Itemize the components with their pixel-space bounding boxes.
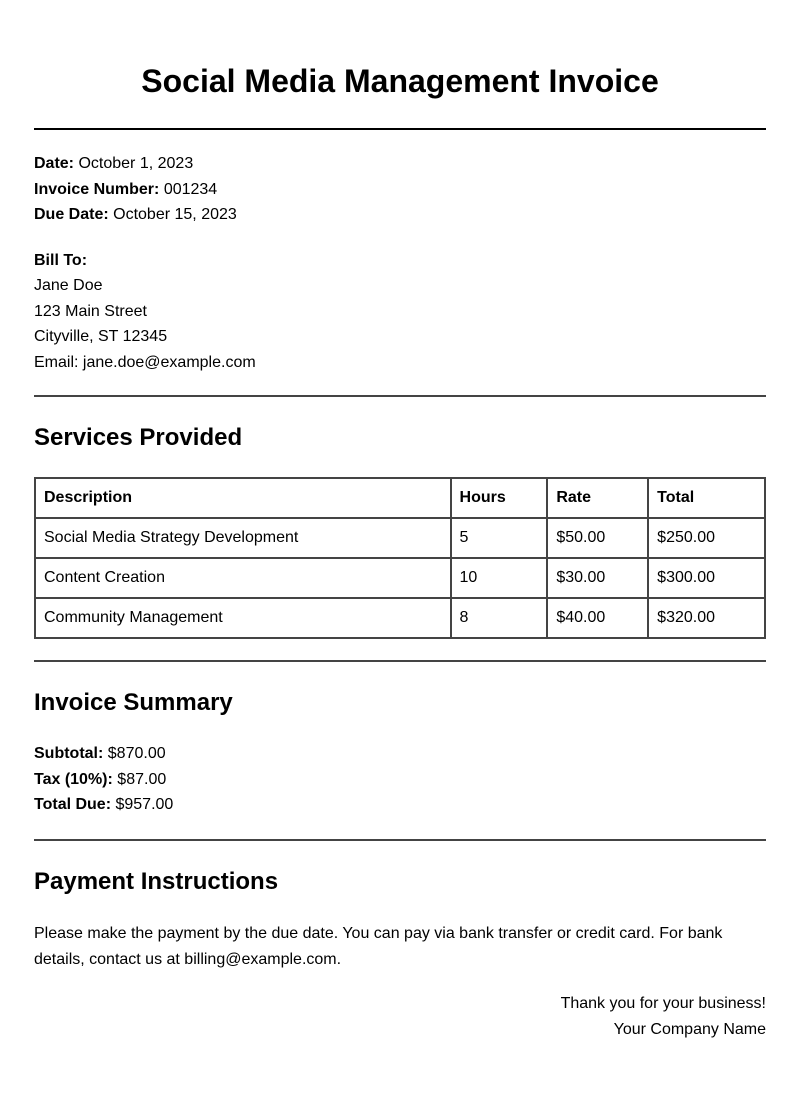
cell-description: Social Media Strategy Development [35, 518, 451, 558]
thank-you-note: Thank you for your business! [560, 994, 766, 1012]
due-date-value: October 15, 2023 [113, 206, 237, 223]
services-table [34, 477, 766, 639]
table-row [35, 598, 765, 638]
footer [34, 991, 766, 1043]
total-due-value: $957.00 [115, 796, 174, 813]
cell-description: Community Management [35, 598, 451, 638]
page-title: Social Media Management Invoice [141, 63, 659, 99]
subtotal-label: Subtotal: [34, 745, 104, 762]
divider-top [34, 128, 766, 130]
cell-hours: 5 [451, 518, 548, 558]
cell-rate: $40.00 [547, 598, 648, 638]
date-label: Date: [34, 155, 75, 172]
divider-payment [34, 839, 766, 841]
tax-line [34, 767, 766, 793]
divider-services [34, 395, 766, 397]
cell-total: $250.00 [648, 518, 765, 558]
column-header-total: Total [648, 478, 765, 518]
bill-to-city: Cityville, ST 12345 [34, 328, 168, 345]
invoice-summary [34, 741, 766, 818]
invoice-page [34, 0, 766, 1043]
cell-total: $300.00 [648, 558, 765, 598]
cell-rate: $50.00 [547, 518, 648, 558]
column-header-description: Description [35, 478, 451, 518]
cell-rate: $30.00 [547, 558, 648, 598]
subtotal-value: $870.00 [107, 745, 166, 762]
payment-heading: Payment Instructions [34, 867, 279, 895]
total-due-label: Total Due: [34, 796, 112, 813]
bill-to-label: Bill To: [34, 251, 88, 269]
invoice-number-line [34, 177, 766, 203]
subtotal-line [34, 741, 766, 767]
cell-description: Content Creation [35, 558, 451, 598]
due-date-label: Due Date: [34, 206, 109, 223]
bill-to-block [34, 248, 766, 376]
bill-to-name: Jane Doe [34, 277, 103, 294]
table-row [35, 558, 765, 598]
due-date-line [34, 202, 766, 228]
column-header-hours: Hours [451, 478, 548, 518]
invoice-number-value: 001234 [163, 180, 218, 198]
company-name: Your Company Name [613, 1020, 766, 1038]
total-due-line [34, 792, 766, 818]
bill-to-email: Email: jane.doe@example.com [34, 353, 256, 371]
date-value: October 1, 2023 [78, 155, 194, 172]
cell-hours: 10 [451, 558, 548, 598]
table-row [35, 518, 765, 558]
tax-label: Tax (10%): [34, 770, 113, 788]
column-header-rate: Rate [547, 478, 648, 518]
bill-to-street: 123 Main Street [34, 302, 147, 320]
cell-hours: 8 [451, 598, 548, 638]
cell-total: $320.00 [648, 598, 765, 638]
table-header-row [35, 478, 765, 518]
services-heading: Services Provided [34, 424, 243, 451]
tax-value: $87.00 [117, 770, 167, 788]
invoice-meta [34, 151, 766, 228]
payment-instructions: Please make the payment by the due date. You can pay via bank transfer or credit card. For bank details, contact us at billing@example.com. [34, 924, 723, 968]
date-line [34, 151, 766, 177]
divider-summary [34, 660, 766, 662]
summary-heading: Invoice Summary [34, 689, 233, 716]
invoice-number-label: Invoice Number: [34, 180, 160, 198]
